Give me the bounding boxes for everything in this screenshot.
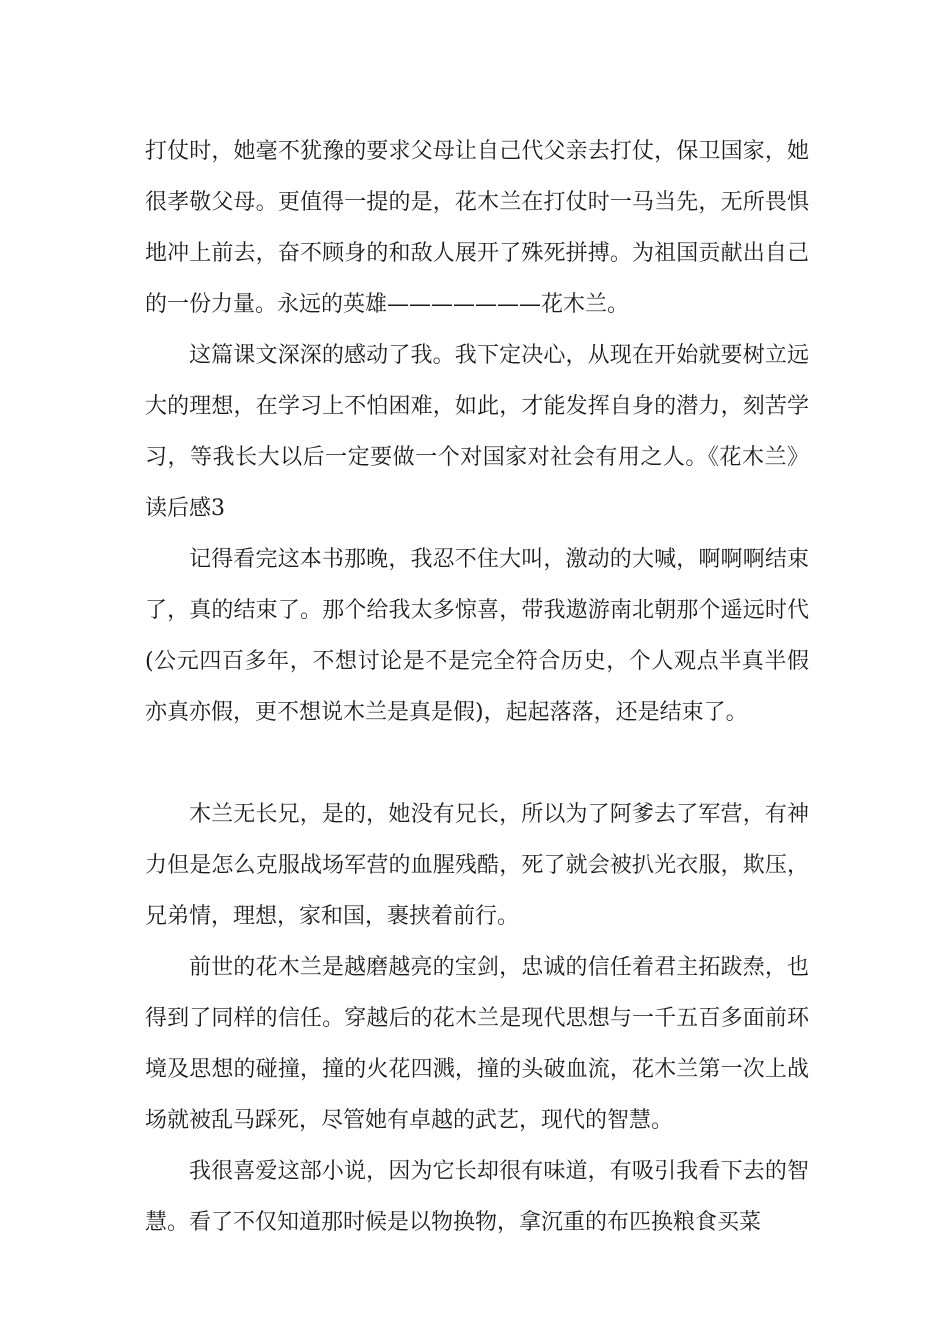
- paragraph: 前世的花木兰是越磨越亮的宝剑，忠诚的信任着君主拓跋焘，也得到了同样的信任。穿越后的花木兰是现代思想与一千五百多面前环境及思想的碰撞，撞的火花四溅，撞的头破血流，花木兰第一次上战场就被乱马踩死，尽管她有卓越的武艺，现代的智慧。: [145, 955, 809, 1133]
- blank-line: [145, 738, 809, 789]
- paragraph: 我很喜爱这部小说，因为它长却很有味道，有吸引我看下去的智慧。看了不仅知道那时候是以物换物，拿沉重的布匹换粮食买菜: [145, 1159, 809, 1235]
- document-body: [145, 126, 809, 1248]
- paragraph: 记得看完这本书那晚，我忍不住大叫，激动的大喊，啊啊啊结束了，真的结束了。那个给我太多惊喜，带我遨游南北朝那个遥远时代(公元四百多年，不想讨论是不是完全符合历史，个人观点半真半假亦真亦假，更不想说木兰是真是假)，起起落落，还是结束了。: [145, 547, 809, 725]
- paragraph: 木兰无长兄，是的，她没有兄长，所以为了阿爹去了军营，有神力但是怎么克服战场军营的血腥残酷，死了就会被扒光衣服，欺压，兄弟情，理想，家和国，裹挟着前行。: [145, 802, 809, 929]
- paragraph-continuation: 打仗时，她毫不犹豫的要求父母让自己代父亲去打仗，保卫国家，她很孝敬父母。更值得一提的是，花木兰在打仗时一马当先，无所畏惧地冲上前去，奋不顾身的和敌人展开了殊死拼搏。为祖国贡献出自己的一份力量。永远的英雄———————花木兰。: [145, 139, 809, 317]
- paragraph: 这篇课文深深的感动了我。我下定决心，从现在开始就要树立远大的理想，在学习上不怕困难，如此，才能发挥自身的潜力，刻苦学习，等我长大以后一定要做一个对国家对社会有用之人。《花木兰》读后感3: [145, 343, 809, 521]
